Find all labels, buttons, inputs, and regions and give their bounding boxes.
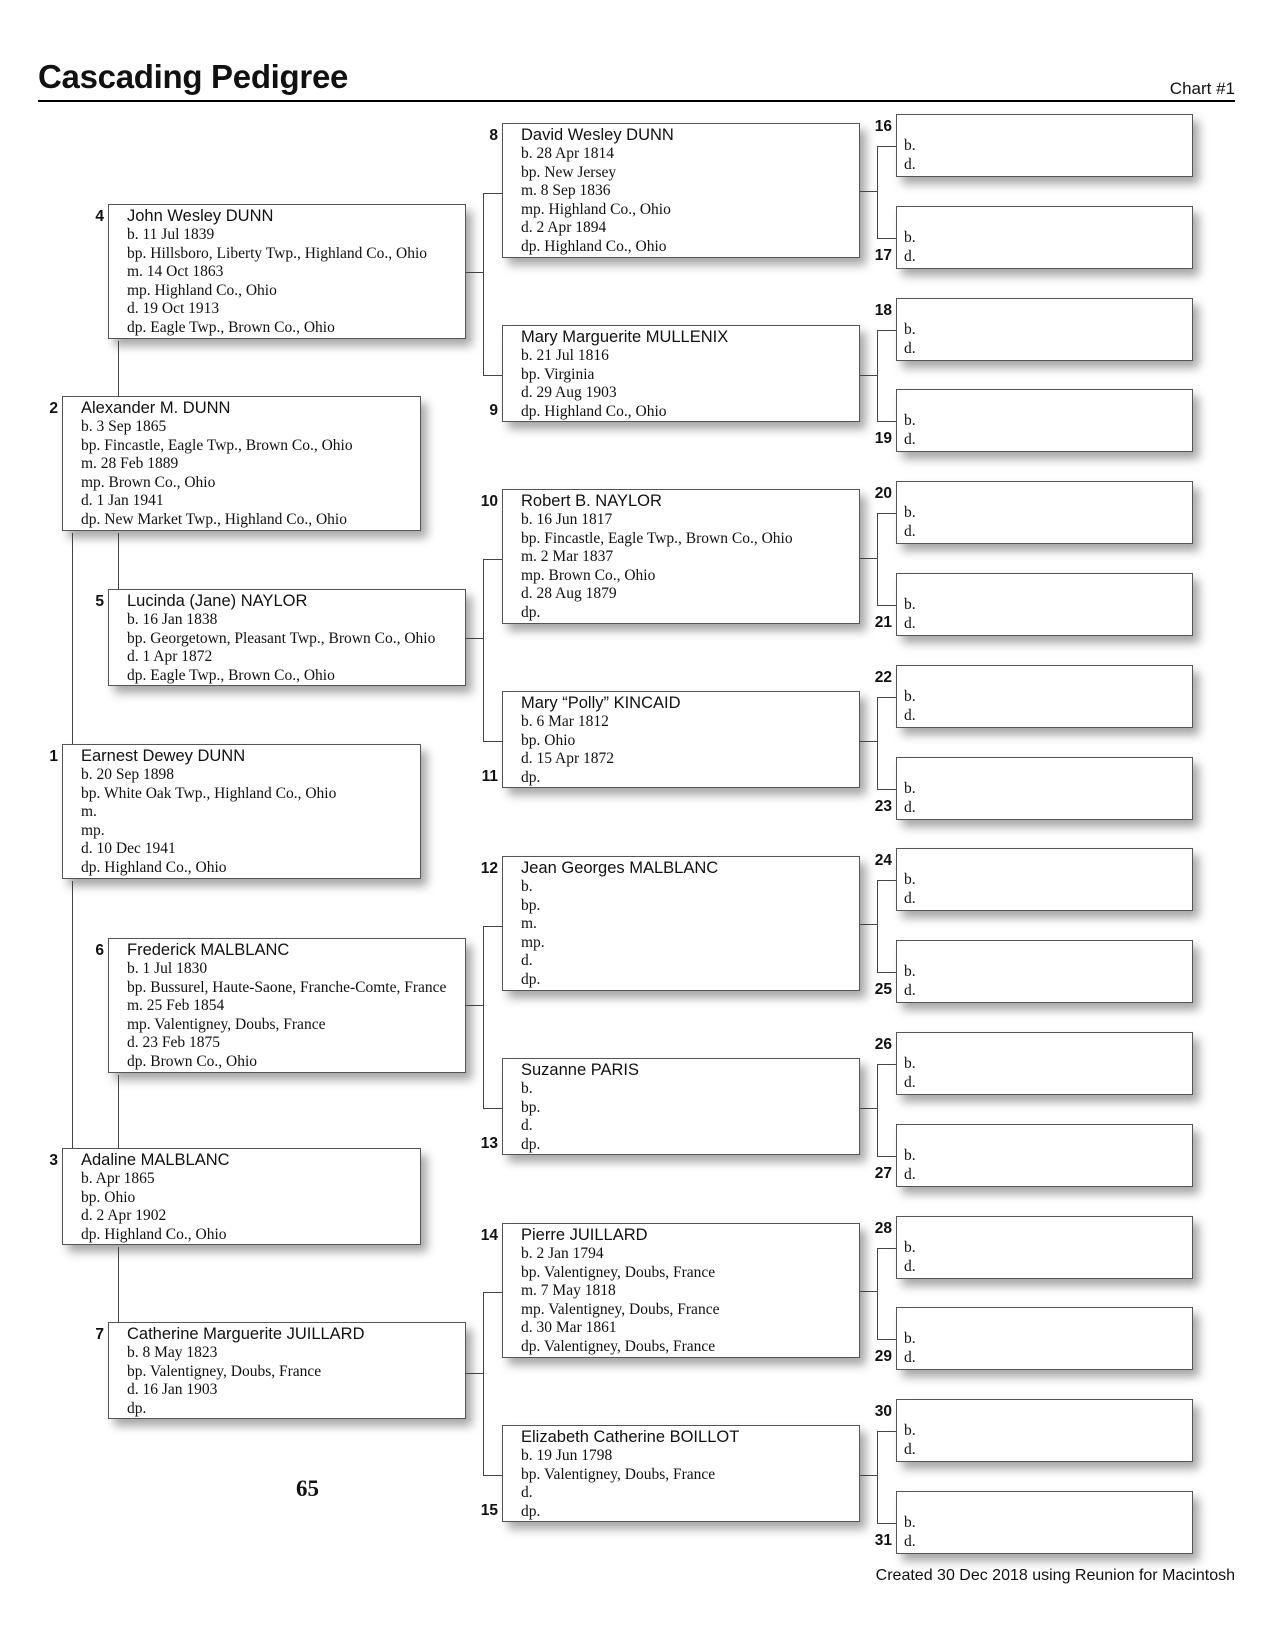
connector-line: [877, 330, 896, 331]
ahnentafel-number: 22: [874, 669, 892, 686]
connector-line: [860, 1108, 877, 1109]
connector-line: [877, 1064, 896, 1065]
connector-line: [877, 605, 896, 606]
person-detail: d. 2 Apr 1894: [521, 219, 607, 237]
connector-line: [877, 1156, 896, 1157]
person-detail: b.: [904, 137, 916, 154]
person-box-27[interactable]: [896, 1124, 1193, 1187]
person-detail: d.: [904, 706, 916, 724]
person-detail: b.: [904, 963, 916, 980]
ahnentafel-number: 16: [874, 118, 892, 135]
person-box-21[interactable]: [896, 573, 1193, 636]
person-detail: bp. Valentigney, Doubs, France: [127, 1362, 322, 1380]
person-detail: dp. Brown Co., Ohio: [127, 1052, 258, 1070]
connector-line: [466, 1005, 483, 1006]
person-box-24[interactable]: [896, 848, 1193, 911]
connector-line: [860, 191, 877, 192]
person-box-19[interactable]: [896, 389, 1193, 452]
ahnentafel-number: 11: [481, 768, 498, 786]
person-detail: b. 6 Mar 1812: [521, 713, 609, 730]
ahnentafel-number: 2: [49, 400, 58, 417]
person-box-10[interactable]: [502, 489, 860, 624]
ahnentafel-number: 29: [874, 1348, 892, 1365]
person-box-9[interactable]: [502, 325, 860, 422]
person-box-25[interactable]: [896, 940, 1193, 1003]
ahnentafel-number: 10: [480, 493, 498, 510]
person-box-5[interactable]: [108, 589, 466, 686]
ahnentafel-number: 9: [489, 402, 498, 420]
connector-line: [877, 1523, 896, 1524]
connector-line: [466, 638, 483, 639]
person-detail: dp. Highland Co., Ohio: [521, 402, 667, 420]
person-box-2[interactable]: [62, 396, 421, 531]
person-detail: d. 2 Apr 1902: [81, 1207, 167, 1225]
person-detail: d.: [904, 1257, 916, 1275]
ahnentafel-number: 14: [480, 1227, 498, 1244]
person-detail: b. 19 Jun 1798: [521, 1447, 613, 1464]
connector-line: [483, 1108, 502, 1109]
person-detail: mp.: [81, 821, 105, 839]
person-detail: bp. Valentigney, Doubs, France: [521, 1263, 716, 1281]
connector-line: [877, 1248, 896, 1249]
person-box-31[interactable]: [896, 1491, 1193, 1554]
person-detail: mp. Brown Co., Ohio: [81, 473, 216, 491]
person-box-14[interactable]: [502, 1223, 860, 1358]
person-detail: d. 15 Apr 1872: [521, 750, 614, 768]
person-name: Adaline MALBLANC: [81, 1151, 230, 1169]
person-detail: b.: [904, 412, 916, 429]
person-detail: m.: [521, 915, 537, 933]
person-detail: m. 2 Mar 1837: [521, 548, 614, 566]
person-detail: d. 23 Feb 1875: [127, 1034, 220, 1052]
ahnentafel-number: 19: [874, 430, 892, 447]
connector-line: [118, 533, 119, 589]
person-box-26[interactable]: [896, 1032, 1193, 1095]
person-detail: d.: [904, 247, 916, 265]
person-box-20[interactable]: [896, 481, 1193, 544]
connector-line: [877, 513, 878, 605]
person-detail: b.: [904, 1330, 916, 1347]
person-detail: b.: [904, 596, 916, 613]
connector-line: [877, 330, 878, 421]
person-detail: mp. Valentigney, Doubs, France: [521, 1300, 720, 1318]
connector-line: [466, 272, 483, 273]
person-detail: b.: [904, 871, 916, 888]
person-box-12[interactable]: [502, 856, 860, 991]
person-name: Jean Georges MALBLANC: [521, 859, 719, 877]
person-detail: b. 20 Sep 1898: [81, 766, 174, 783]
person-box-16[interactable]: [896, 114, 1193, 177]
connector-line: [483, 559, 502, 560]
connector-line: [877, 1339, 896, 1340]
person-detail: dp.: [521, 1135, 541, 1153]
connector-line: [466, 1373, 483, 1374]
person-detail: d.: [904, 155, 916, 173]
ahnentafel-number: 1: [49, 748, 58, 765]
person-detail: d.: [904, 981, 916, 999]
person-detail: b. 16 Jun 1817: [521, 511, 613, 528]
person-detail: d.: [521, 1117, 533, 1135]
person-detail: m.: [81, 803, 97, 821]
person-detail: d.: [904, 1532, 916, 1550]
person-detail: bp. Virginia: [521, 365, 595, 383]
person-detail: d.: [904, 522, 916, 540]
person-box-30[interactable]: [896, 1399, 1193, 1462]
person-box-17[interactable]: [896, 206, 1193, 269]
ahnentafel-number: 17: [874, 247, 892, 264]
person-detail: bp. Georgetown, Pleasant Twp., Brown Co., Ohio: [127, 629, 436, 647]
person-detail: d.: [904, 1348, 916, 1366]
connector-line: [877, 972, 896, 973]
person-detail: dp.: [521, 970, 541, 988]
connector-line: [877, 1431, 878, 1523]
person-detail: b.: [904, 229, 916, 246]
person-name: David Wesley DUNN: [521, 126, 674, 144]
person-detail: m. 25 Feb 1854: [127, 997, 225, 1015]
person-detail: mp. Highland Co., Ohio: [127, 281, 277, 299]
person-detail: b.: [904, 1055, 916, 1072]
person-box-22[interactable]: [896, 665, 1193, 728]
page-number: 65: [296, 1476, 319, 1501]
person-name: Suzanne PARIS: [521, 1061, 640, 1079]
connector-line: [483, 193, 502, 194]
person-detail: m. 28 Feb 1889: [81, 455, 179, 473]
connector-line: [860, 375, 877, 376]
person-detail: b. 8 May 1823: [127, 1344, 218, 1361]
person-detail: d.: [904, 1440, 916, 1458]
person-box-4[interactable]: [108, 204, 466, 339]
connector-line: [483, 1292, 502, 1293]
person-box-6[interactable]: [108, 938, 466, 1073]
person-detail: d.: [521, 952, 533, 970]
connector-line: [877, 238, 896, 239]
person-detail: bp. Fincastle, Eagle Twp., Brown Co., Ohio: [81, 436, 353, 454]
connector-line: [877, 1431, 896, 1432]
connector-line: [483, 375, 502, 376]
person-detail: b.: [904, 1147, 916, 1164]
person-detail: b. 11 Jul 1839: [127, 226, 215, 243]
person-detail: mp.: [521, 933, 545, 951]
person-detail: mp. Brown Co., Ohio: [521, 566, 656, 584]
person-detail: b.: [904, 1239, 916, 1256]
person-detail: mp. Valentigney, Doubs, France: [127, 1015, 326, 1033]
ahnentafel-number: 12: [480, 860, 498, 877]
person-box-7[interactable]: [108, 1322, 466, 1419]
person-detail: b.: [904, 1422, 916, 1439]
person-detail: bp.: [521, 1098, 541, 1116]
ahnentafel-number: 5: [95, 593, 104, 610]
person-box-18[interactable]: [896, 298, 1193, 361]
person-detail: b. 1 Jul 1830: [127, 960, 208, 977]
person-box-11[interactable]: [502, 691, 860, 788]
ahnentafel-number: 6: [95, 942, 104, 959]
connector-line: [877, 146, 896, 147]
person-name: Frederick MALBLANC: [127, 941, 290, 959]
person-detail: bp. New Jersey: [521, 163, 617, 181]
person-box-3[interactable]: [62, 1148, 421, 1245]
person-detail: dp. Valentigney, Doubs, France: [521, 1337, 716, 1355]
person-name: Elizabeth Catherine BOILLOT: [521, 1428, 740, 1446]
person-detail: dp.: [521, 1502, 541, 1520]
footer-credit: Created 30 Dec 2018 using Reunion for Macintosh: [875, 1567, 1235, 1584]
connector-line: [483, 926, 502, 927]
person-name: Pierre JUILLARD: [521, 1226, 648, 1244]
person-detail: bp.: [521, 896, 541, 914]
connector-line: [860, 1291, 877, 1292]
ahnentafel-number: 26: [874, 1036, 892, 1053]
person-detail: d. 10 Dec 1941: [81, 840, 176, 858]
person-detail: m. 7 May 1818: [521, 1282, 616, 1300]
person-name: John Wesley DUNN: [127, 207, 274, 225]
connector-line: [877, 1248, 878, 1339]
ahnentafel-number: 15: [480, 1502, 498, 1520]
person-detail: bp. Hillsboro, Liberty Twp., Highland Co., Ohio: [127, 244, 428, 262]
ahnentafel-number: 20: [874, 485, 892, 502]
person-detail: b. 16 Jan 1838: [127, 611, 218, 628]
connector-line: [118, 1075, 119, 1148]
connector-line: [877, 697, 878, 789]
person-detail: b.: [904, 1514, 916, 1531]
ahnentafel-number: 21: [874, 614, 892, 631]
person-detail: b.: [521, 878, 533, 895]
chart-number: Chart #1: [1169, 79, 1235, 98]
person-detail: bp. Ohio: [521, 731, 576, 749]
person-name: Mary “Polly” KINCAID: [521, 694, 681, 712]
person-name: Lucinda (Jane) NAYLOR: [127, 592, 308, 610]
ahnentafel-number: 25: [874, 981, 892, 998]
person-detail: d. 19 Oct 1913: [127, 300, 220, 318]
connector-line: [483, 193, 484, 375]
person-detail: d. 1 Jan 1941: [81, 492, 164, 510]
person-name: Robert B. NAYLOR: [521, 492, 662, 510]
person-detail: dp. Highland Co., Ohio: [521, 237, 667, 255]
person-detail: bp. Fincastle, Eagle Twp., Brown Co., Ohio: [521, 529, 793, 547]
person-detail: dp. New Market Twp., Highland Co., Ohio: [81, 510, 347, 528]
connector-line: [860, 924, 877, 925]
connector-line: [877, 421, 896, 422]
connector-line: [877, 697, 896, 698]
person-name: Earnest Dewey DUNN: [81, 747, 246, 765]
person-detail: dp.: [521, 603, 541, 621]
person-name: Mary Marguerite MULLENIX: [521, 328, 729, 346]
person-detail: d.: [521, 1484, 533, 1502]
person-detail: d. 30 Mar 1861: [521, 1319, 617, 1337]
person-detail: m. 8 Sep 1836: [521, 182, 611, 200]
ahnentafel-number: 30: [874, 1403, 892, 1420]
person-name: Catherine Marguerite JUILLARD: [127, 1325, 365, 1343]
person-detail: bp. Valentigney, Doubs, France: [521, 1465, 716, 1483]
connector-line: [877, 146, 878, 238]
person-box-1[interactable]: [62, 744, 421, 879]
person-box-23[interactable]: [896, 757, 1193, 820]
person-detail: dp. Eagle Twp., Brown Co., Ohio: [127, 318, 335, 336]
connector-line: [483, 1292, 484, 1475]
person-box-15[interactable]: [502, 1425, 860, 1522]
person-detail: b. 2 Jan 1794: [521, 1245, 604, 1262]
connector-line: [860, 558, 877, 559]
connector-line: [877, 789, 896, 790]
connector-line: [72, 533, 73, 744]
connector-line: [877, 880, 896, 881]
person-detail: d.: [904, 889, 916, 907]
connector-line: [483, 559, 484, 741]
connector-line: [483, 926, 484, 1108]
ahnentafel-number: 31: [874, 1532, 892, 1549]
ahnentafel-number: 27: [874, 1165, 892, 1182]
person-box-13[interactable]: [502, 1058, 860, 1155]
ahnentafel-number: 24: [874, 852, 892, 869]
person-detail: d.: [904, 430, 916, 448]
person-detail: d. 28 Aug 1879: [521, 585, 617, 603]
person-detail: bp. Ohio: [81, 1188, 136, 1206]
person-box-29[interactable]: [896, 1307, 1193, 1370]
connector-line: [118, 1247, 119, 1322]
person-detail: dp. Highland Co., Ohio: [81, 1225, 227, 1243]
person-detail: d.: [904, 1073, 916, 1091]
connector-line: [72, 881, 73, 1148]
person-name: Alexander M. DUNN: [81, 399, 231, 417]
header-rule: [38, 100, 1235, 102]
person-detail: b.: [904, 780, 916, 797]
ahnentafel-number: 4: [95, 208, 104, 225]
person-detail: d.: [904, 614, 916, 632]
person-box-8[interactable]: [502, 123, 860, 258]
person-detail: m. 14 Oct 1863: [127, 263, 224, 281]
connector-line: [877, 1064, 878, 1156]
person-detail: d. 16 Jan 1903: [127, 1381, 218, 1399]
person-detail: d. 29 Aug 1903: [521, 384, 617, 402]
connector-line: [877, 513, 896, 514]
person-detail: b. 21 Jul 1816: [521, 347, 609, 364]
person-detail: b.: [904, 504, 916, 521]
person-detail: dp. Eagle Twp., Brown Co., Ohio: [127, 666, 335, 684]
person-detail: b. 28 Apr 1814: [521, 145, 614, 162]
person-detail: bp. White Oak Twp., Highland Co., Ohio: [81, 784, 337, 802]
connector-line: [483, 1475, 502, 1476]
person-detail: b. 3 Sep 1865: [81, 418, 167, 435]
ahnentafel-number: 8: [489, 127, 498, 144]
person-detail: b.: [904, 688, 916, 705]
ahnentafel-number: 13: [480, 1135, 498, 1153]
person-detail: d.: [904, 339, 916, 357]
person-detail: d. 1 Apr 1872: [127, 648, 213, 666]
person-detail: dp.: [521, 768, 541, 786]
person-detail: b. Apr 1865: [81, 1170, 155, 1187]
connector-line: [877, 880, 878, 972]
person-detail: dp. Highland Co., Ohio: [81, 858, 227, 876]
person-box-28[interactable]: [896, 1216, 1193, 1279]
connector-line: [860, 741, 877, 742]
connector-line: [860, 1475, 877, 1476]
page-title: Cascading Pedigree: [38, 58, 349, 95]
ahnentafel-number: 23: [874, 798, 892, 815]
ahnentafel-number: 3: [49, 1152, 58, 1169]
ahnentafel-number: 18: [874, 302, 892, 319]
connector-line: [118, 341, 119, 396]
connector-line: [483, 741, 502, 742]
person-detail: bp. Bussurel, Haute-Saone, Franche-Comte, France: [127, 978, 447, 996]
ahnentafel-number: 7: [95, 1326, 104, 1343]
person-detail: dp.: [127, 1399, 147, 1417]
person-detail: d.: [904, 798, 916, 816]
person-detail: mp. Highland Co., Ohio: [521, 200, 671, 218]
person-detail: b.: [904, 321, 916, 338]
ahnentafel-number: 28: [874, 1220, 892, 1237]
person-detail: d.: [904, 1165, 916, 1183]
person-detail: b.: [521, 1080, 533, 1097]
